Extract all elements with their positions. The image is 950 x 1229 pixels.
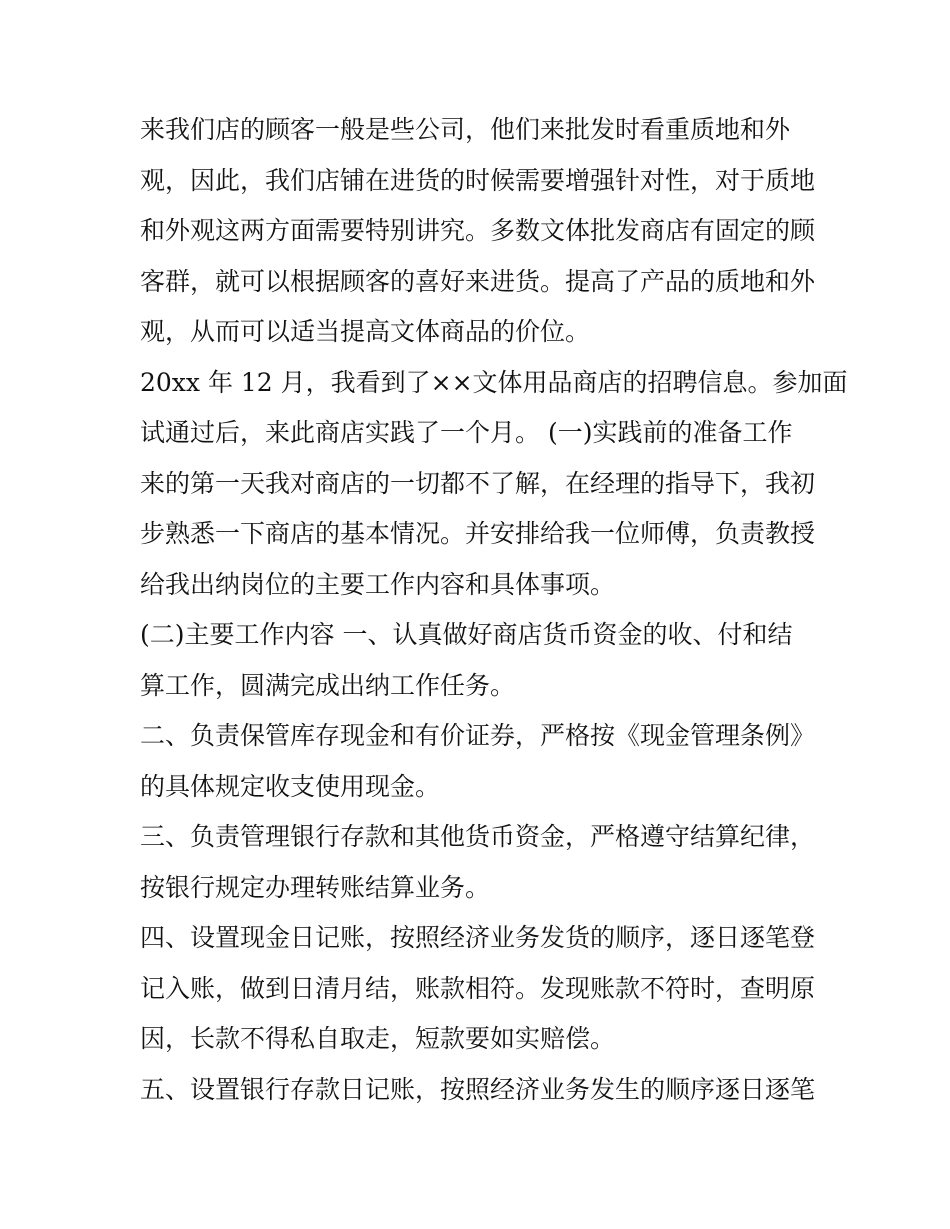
- text-line: 的具体规定收支使用现金。: [140, 771, 441, 801]
- text-line: 试通过后，来此商店实践了一个月。 (一)实践前的准备工作: [140, 418, 793, 447]
- text-line: 二、负责保管库存现金和有价证券，严格按《现金管理条例》: [140, 721, 816, 750]
- text-line: 记入账，做到日清月结，账款相符。发现账款不符时，查明原: [140, 973, 816, 1003]
- text-line: 给我出纳岗位的主要工作内容和具体事项。: [140, 569, 616, 599]
- text-line: 步熟悉一下商店的基本情况。并安排给我一位师傅，负责教授: [140, 519, 816, 548]
- text-line: (二)主要工作内容 一、认真做好商店货币资金的收、付和结: [140, 620, 793, 649]
- text-line: 算工作，圆满完成出纳工作任务。: [140, 670, 516, 700]
- text-line: 五、设置银行存款日记账，按照经济业务发生的顺序逐日逐笔: [140, 1074, 816, 1104]
- text-line: 因，长款不得私自取走，短款要如实赔偿。: [140, 1024, 616, 1053]
- document-page: [140, 105, 848, 1115]
- text-line: 三、负责管理银行存款和其他货币资金，严格遵守结算纪律，: [140, 822, 816, 851]
- text-line: 20xx 年 12 月，我看到了××文体用品商店的招聘信息。参加面: [140, 367, 848, 397]
- text-line: 和外观这两方面需要特别讲究。多数文体批发商店有固定的顾: [140, 216, 816, 245]
- text-line: 观，因此，我们店铺在进货的时候需要增强针对性，对于质地: [140, 165, 816, 195]
- text-line: 四、设置现金日记账，按照经济业务发货的顺序，逐日逐笔登: [140, 923, 816, 952]
- text-line: 按银行规定办理转账结算业务。: [140, 872, 491, 902]
- text-line: 来我们店的顾客一般是些公司，他们来批发时看重质地和外: [140, 115, 791, 144]
- text-line: 客群，就可以根据顾客的喜好来进货。提高了产品的质地和外: [140, 266, 816, 296]
- text-line: 观，从而可以适当提高文体商品的价位。: [140, 317, 591, 346]
- text-line: 来的第一天我对商店的一切都不了解，在经理的指导下，我初: [140, 468, 816, 498]
